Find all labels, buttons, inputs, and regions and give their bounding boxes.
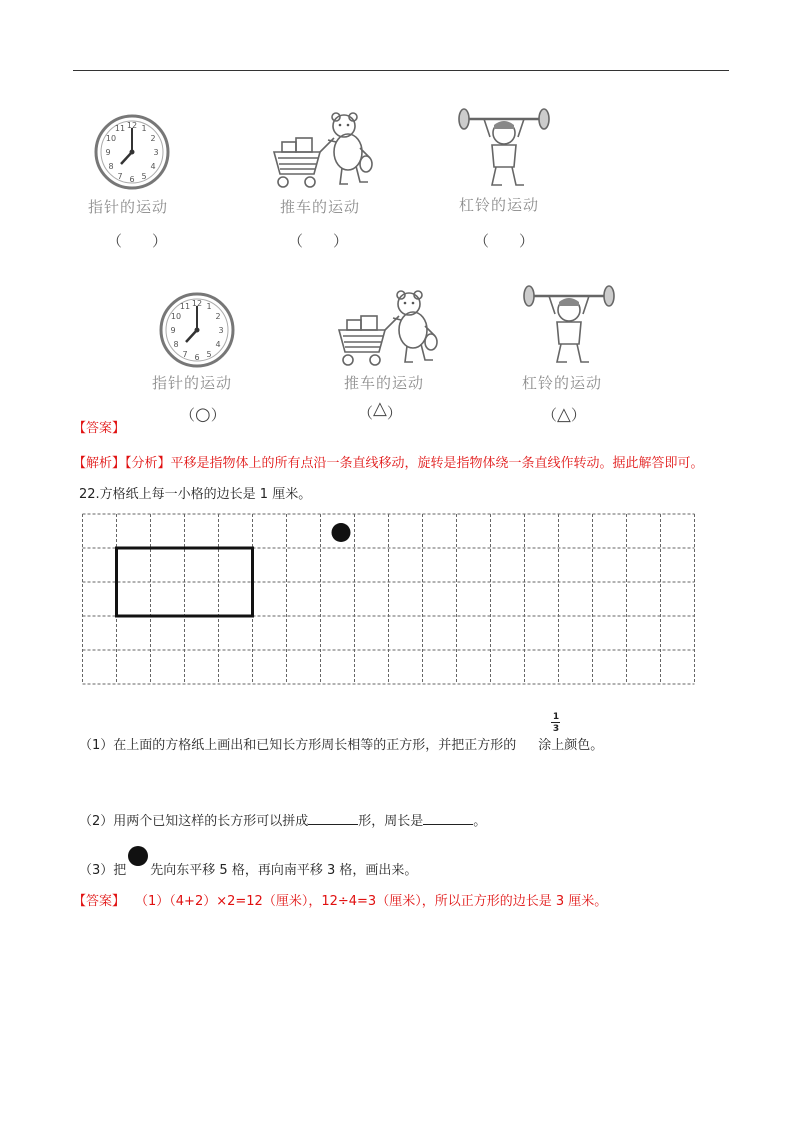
triangle-answer: △ — [557, 404, 571, 425]
q3-text-b: 先向东平移 5 格，再向南平移 3 格，画出来。 — [150, 863, 418, 878]
svg-text:4: 4 — [215, 340, 221, 349]
svg-text:4: 4 — [150, 162, 156, 171]
svg-text:1: 1 — [141, 124, 147, 133]
cart-pushing-bear-icon — [333, 290, 445, 370]
header-rule — [73, 70, 729, 71]
answer-paren-translation: （△） — [542, 404, 586, 425]
answer-paren-rotation: （○） — [180, 404, 226, 425]
cart-pushing-bear-icon — [268, 112, 380, 192]
caption-barbell-motion: 杠铃的运动 — [459, 196, 540, 214]
svg-text:2: 2 — [215, 312, 221, 321]
svg-text:3: 3 — [153, 148, 159, 157]
caption-pointer-motion: 指针的运动 — [88, 198, 169, 216]
caption-cart-motion: 推车的运动 — [344, 374, 425, 392]
svg-text:12: 12 — [191, 299, 203, 308]
svg-text:11: 11 — [114, 124, 126, 133]
q2-text-a: （2）用两个已知这样的长方形可以拼成 — [79, 814, 309, 829]
q2-text-c: 。 — [473, 814, 487, 829]
q1-text-before: （1）在上面的方格纸上画出和已知长方形周长相等的正方形，并把正方形的 — [79, 738, 517, 753]
black-dot[interactable] — [332, 523, 351, 542]
circle-answer: ○ — [195, 404, 211, 425]
grid-paper[interactable] — [80, 514, 700, 690]
svg-text:11: 11 — [179, 302, 191, 311]
caption-cart-motion: 推车的运动 — [280, 198, 361, 216]
fraction-denominator: 3 — [552, 724, 560, 734]
q2-text — [79, 810, 486, 829]
svg-text:7: 7 — [117, 172, 123, 181]
question-22-title: 22.方格纸上每一小格的边长是 1 厘米。 — [79, 487, 312, 502]
svg-text:1: 1 — [206, 302, 212, 311]
svg-text:6: 6 — [194, 353, 200, 362]
svg-text:5: 5 — [206, 350, 212, 359]
caption-barbell-motion: 杠铃的运动 — [522, 374, 603, 392]
svg-text:6: 6 — [129, 175, 135, 184]
svg-text:3: 3 — [218, 326, 224, 335]
fraction-numerator: 1 — [552, 712, 560, 722]
answer-paren-translation: （△） — [358, 398, 402, 422]
svg-text:8: 8 — [173, 340, 179, 349]
barbell-lifter-icon — [452, 103, 556, 193]
svg-text:12: 12 — [126, 121, 138, 130]
answer-blank-perimeter[interactable] — [423, 812, 473, 825]
analysis-text: 【解析】【分析】平移是指物体上的所有点沿一条直线移动，旋转是指物体绕一条直线作转动。据此解答即可。 — [73, 456, 704, 471]
svg-text:8: 8 — [108, 162, 114, 171]
q1-text-after: 涂上颜色。 — [538, 738, 604, 753]
answer-label: 【答案】 — [73, 421, 126, 436]
svg-text:7: 7 — [182, 350, 188, 359]
answer-paren-1: （ ） — [107, 232, 168, 250]
clock-icon — [157, 290, 237, 370]
answer-label-text: 【答案】 — [73, 894, 126, 909]
svg-text:10: 10 — [170, 312, 182, 321]
black-dot-icon — [128, 846, 148, 866]
answer-paren-3: （ ） — [474, 232, 535, 250]
svg-text:10: 10 — [105, 134, 117, 143]
q1-text — [79, 734, 603, 753]
caption-pointer-motion: 指针的运动 — [152, 374, 233, 392]
answer-blank-shape[interactable] — [308, 812, 358, 825]
svg-text:2: 2 — [150, 134, 156, 143]
fraction-bar — [551, 722, 560, 723]
triangle-answer: △ — [373, 398, 387, 419]
svg-text:9: 9 — [105, 148, 111, 157]
q3-text-a: （3）把 — [79, 863, 127, 878]
answer-paren-2: （ ） — [288, 232, 349, 250]
q3-text — [79, 856, 417, 878]
svg-text:9: 9 — [170, 326, 176, 335]
clock-icon — [92, 112, 172, 192]
answer-label — [73, 890, 607, 909]
svg-text:5: 5 — [141, 172, 147, 181]
barbell-lifter-icon — [517, 280, 621, 370]
q2-text-b: 形，周长是 — [358, 814, 424, 829]
answer-text: （1）（4+2）×2=12（厘米），12÷4=3（厘米），所以正方形的边长是 3 厘米。 — [135, 894, 608, 909]
